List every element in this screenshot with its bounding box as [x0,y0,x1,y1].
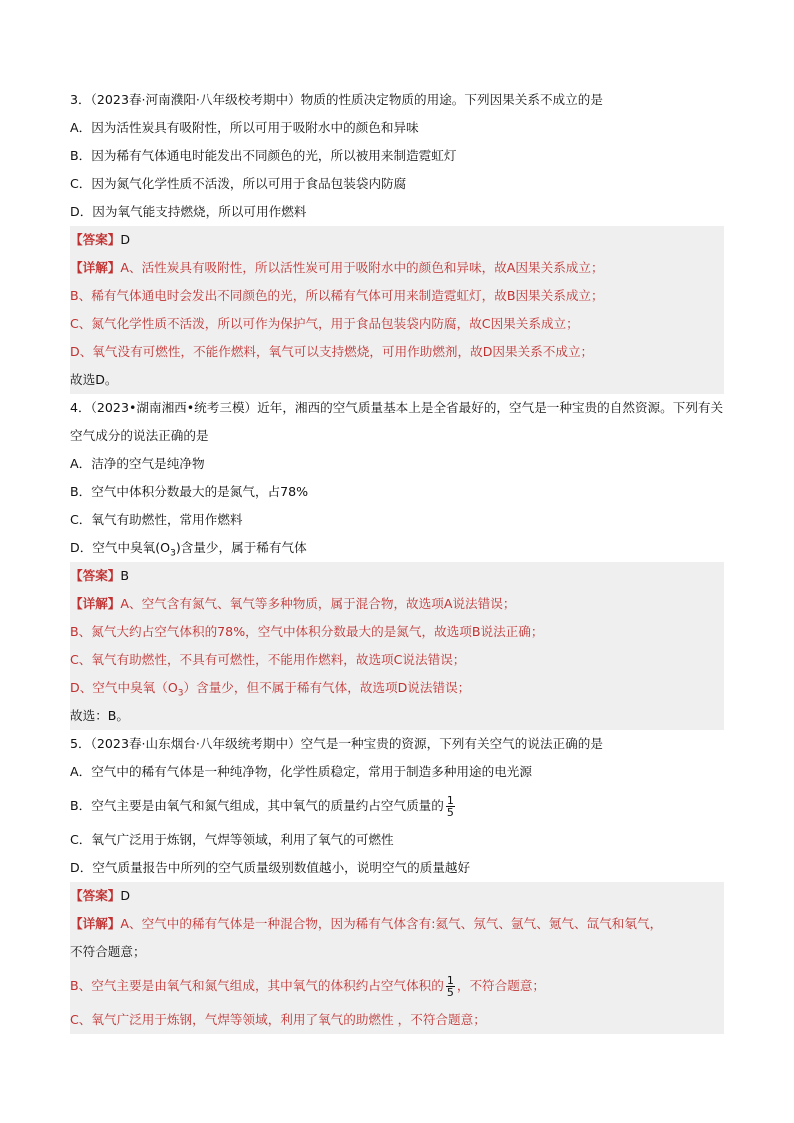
option-d [70,534,724,562]
detail-line-a [70,910,724,938]
detail-line-a [70,254,724,282]
detail-text: A、活性炭具有吸附性，所以活性炭可用于吸附水中的颜色和异味，故A因果关系成立； [120,260,604,275]
detail-text: A、空气含有氮气、氧气等多种物质，属于混合物，故选项A说法错误； [120,596,516,611]
detail-b-text-end: ，不符合题意； [456,978,546,993]
detail-label: 【详解】 [70,260,121,275]
detail-text: A、空气中的稀有气体是一种混合物，因为稀有气体含有:氦气、氖气、氩气、氪气、氙气和氡气， [120,916,663,931]
conclusion: 故选D。 [70,372,118,387]
option-d: D．空气质量报告中所列的空气质量级别数值越小，说明空气的质量越好 [70,860,471,875]
detail-line-a [70,590,724,618]
option-b: B．空气中体积分数最大的是氮气，占78% [70,484,309,499]
detail-line-b: B、稀有气体通电时会发出不同颜色的光，所以稀有气体可用来制造霓虹灯，故B因果关系成立； [70,288,604,303]
answer-block [70,562,724,730]
subscript: 3 [170,548,176,559]
option-d: D．因为氧气能支持燃烧，所以可用作燃料 [70,204,307,219]
question-5 [70,730,724,1034]
option-a: A．洁净的空气是纯净物 [70,456,205,471]
option-d-text-end: )含量少，属于稀有气体 [175,540,307,555]
answer-label: 【答案】 [70,232,121,247]
option-c: C．氧气广泛用于炼钢，气焊等领域，利用了氧气的可燃性 [70,832,394,847]
question-title: 5．（2023春·山东烟台·八年级统考期中）空气是一种宝贵的资源，下列有关空气的说法正确的是 [70,736,603,751]
option-c: C．氧气有助燃性，常用作燃料 [70,512,243,527]
fraction [446,795,455,818]
detail-line-c: C、氧气有助燃性，不具有可燃性，不能用作燃料，故选项C说法错误； [70,652,466,667]
answer-value: D [120,888,131,903]
fraction-denominator: 5 [446,806,454,819]
subscript: 3 [177,688,184,699]
answer-value: B [120,568,130,583]
answer-line [70,562,724,590]
detail-d-text-end: ）含量少，但不属于稀有气体，故选项D说法错误； [183,680,471,695]
document-page [70,86,724,1034]
fraction-numerator: 1 [446,794,454,807]
detail-label: 【详解】 [70,916,121,931]
conclusion: 故选：B。 [70,708,130,723]
detail-line-c: C、氧气广泛用于炼钢，气焊等领域，利用了氧气的助燃性 ，不符合题意； [70,1012,486,1027]
option-b [70,786,724,826]
answer-line [70,882,724,910]
answer-block [70,226,724,394]
answer-value: D [120,232,131,247]
detail-label: 【详解】 [70,596,121,611]
option-b: B．因为稀有气体通电时能发出不同颜色的光，所以被用来制造霓虹灯 [70,148,457,163]
question-title: 3．（2023春·河南濮阳·八年级校考期中）物质的性质决定物质的用途。下列因果关系不成立的是 [70,92,603,107]
answer-block [70,882,724,1034]
fraction-numerator: 1 [446,974,454,987]
fraction [446,975,455,998]
question-4 [70,394,724,730]
detail-line-d: D、氧气没有可燃性，不能作燃料，氧气可以支持燃烧，可用作助燃剂，故D因果关系不成立； [70,344,594,359]
option-b-text: B．空气主要是由氧气和氮气组成，其中氧气的质量约占空气质量的 [70,798,444,813]
answer-label: 【答案】 [70,568,121,583]
detail-line-c: C、氮气化学性质不活泼，所以可作为保护气，用于食品包装袋内防腐，故C因果关系成立； [70,316,579,331]
option-d-text: D．空气中臭氧(O [70,540,171,555]
fraction-denominator: 5 [446,986,454,999]
option-c: C．因为氮气化学性质不活泼，所以可用于食品包装袋内防腐 [70,176,407,191]
detail-d-text: D、空气中臭氧（O [70,680,178,695]
option-a: A．空气中的稀有气体是一种纯净物，化学性质稳定，常用于制造多种用途的电光源 [70,764,532,779]
question-title: 4．（2023•湖南湘西•统考三模）近年，湘西的空气质量基本上是全省最好的，空气是一种宝贵的自然资源。下列有关空气成分的说法正确的是 [70,400,724,443]
detail-b-text: B、空气主要是由氧气和氮气组成，其中氧气的体积约占空气体积的 [70,978,444,993]
question-3 [70,86,724,394]
detail-line-b [70,966,724,1006]
detail-line-d [70,674,724,702]
detail-line-b: B、氮气大约占空气体积的78%，空气中体积分数最大的是氮气，故选项B说法正确； [70,624,544,639]
option-a: A．因为活性炭具有吸附性，所以可用于吸附水中的颜色和异味 [70,120,419,135]
answer-label: 【答案】 [70,888,121,903]
detail-line-a2: 不符合题意； [70,944,146,959]
answer-line [70,226,724,254]
